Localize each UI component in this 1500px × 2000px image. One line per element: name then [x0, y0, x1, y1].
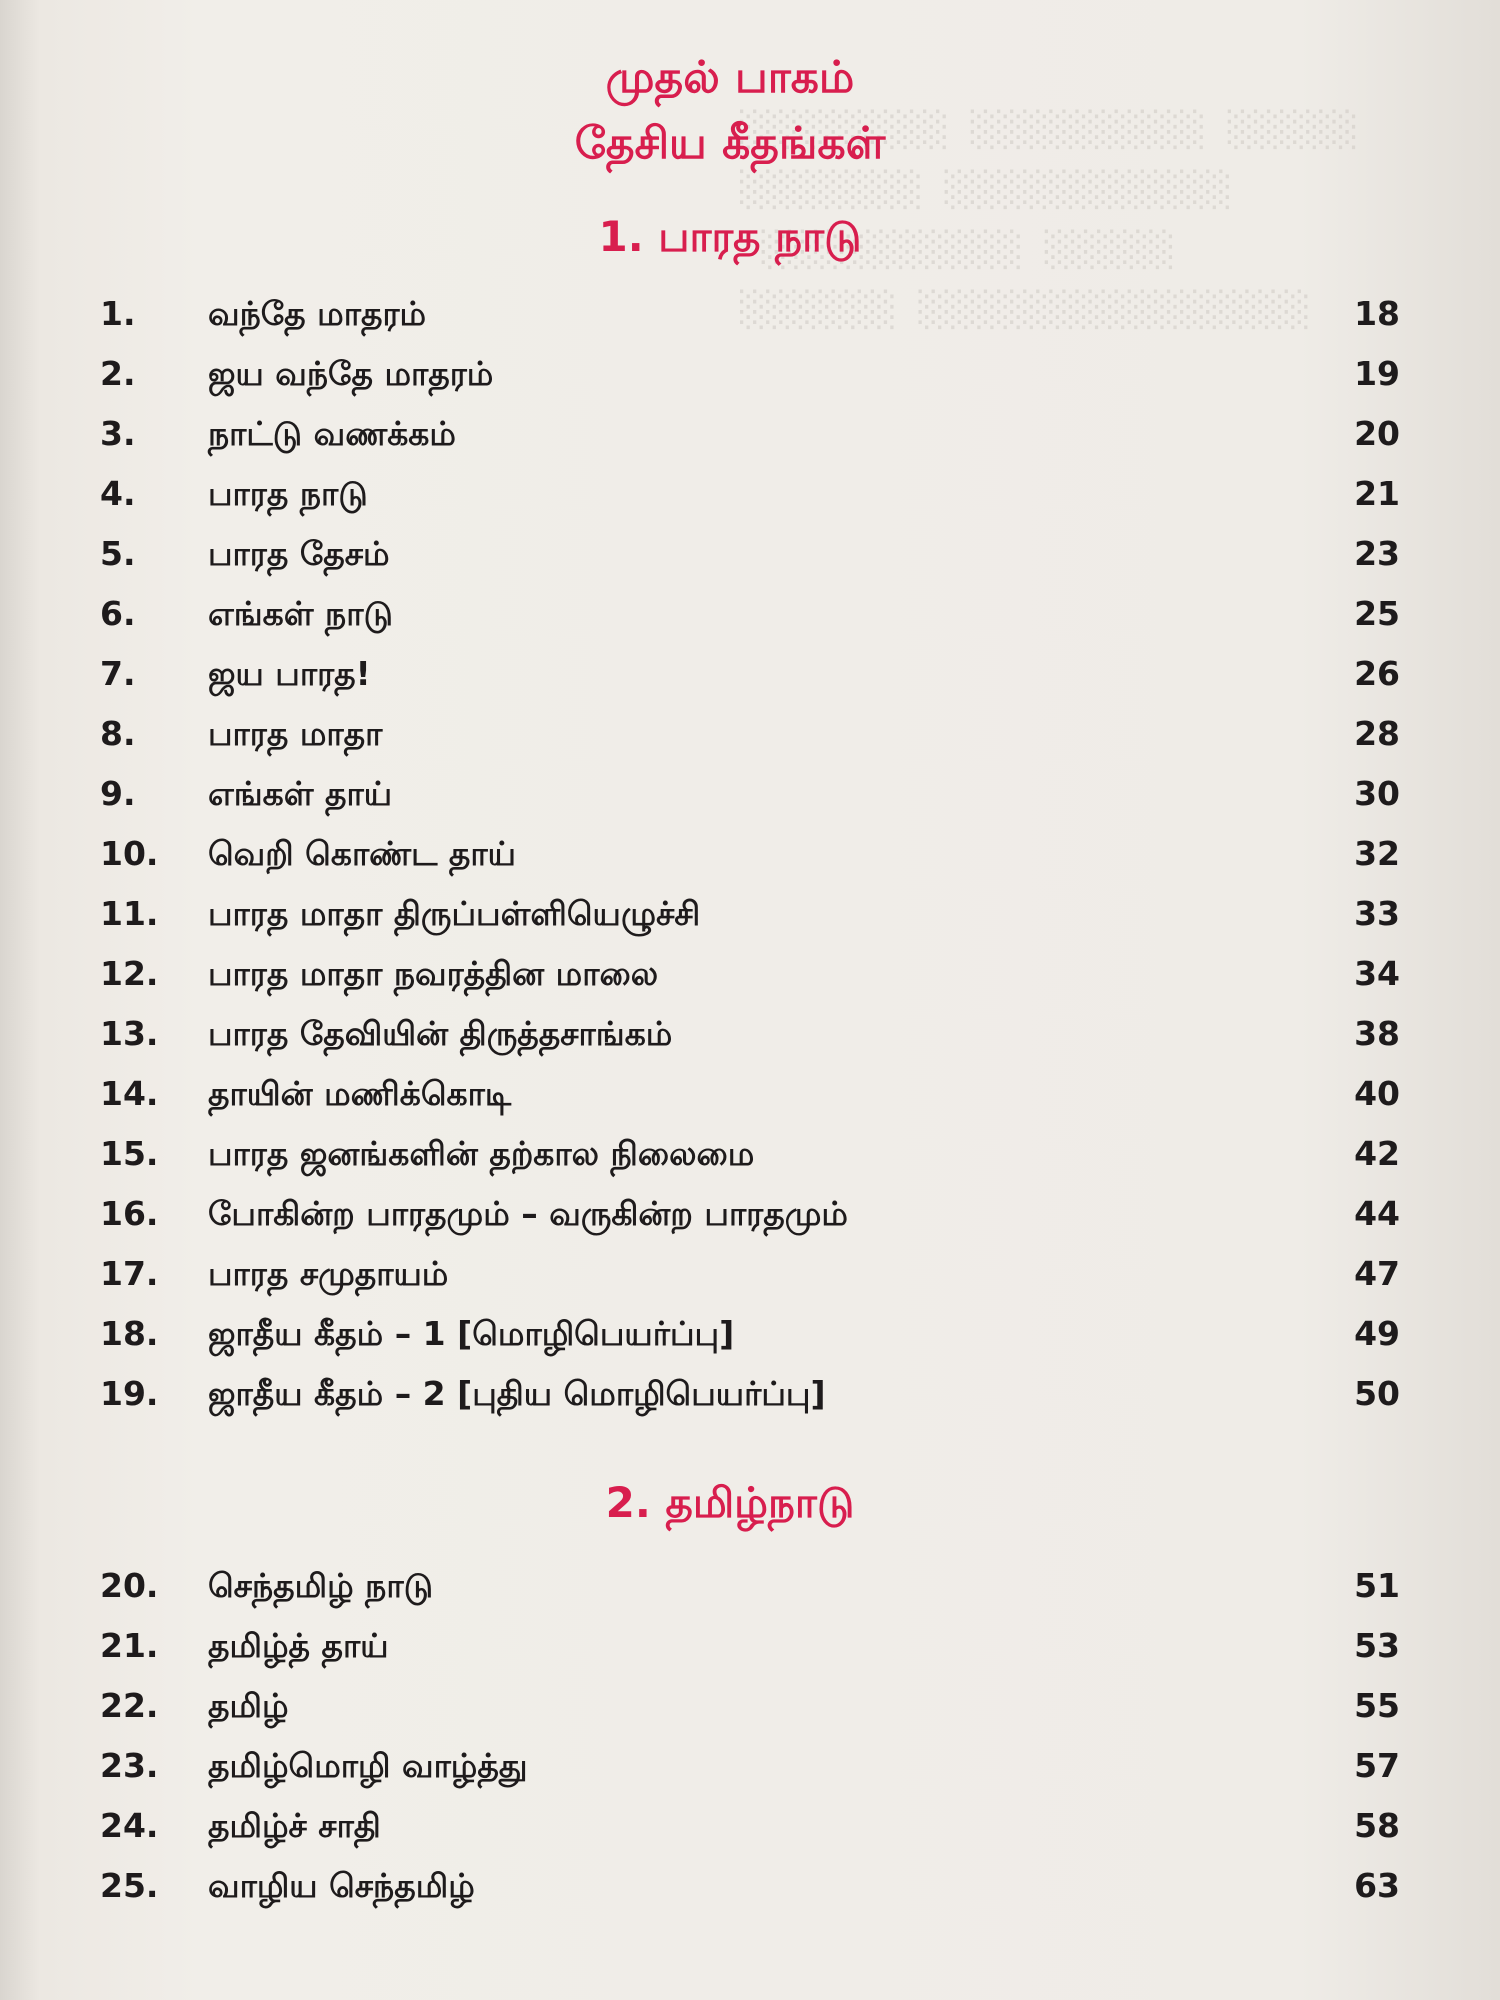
entry-page: 50: [1354, 1374, 1400, 1413]
toc-entry: [100, 886, 1400, 942]
entry-number: 9.: [100, 774, 136, 813]
entry-page: 19: [1354, 354, 1400, 393]
show-through-text: ░░░░░░░░ ░░░░░░░░░ ░░░░░ ░░░░░░░ ░░░░░░░░░░░ ░░░░░░░░░░ ░░░░░ ░░░░░░ ░░░░░░░░░░░░░░░: [740, 110, 1359, 330]
part-title: முதல் பாகம்: [605, 52, 855, 103]
toc-entry: [100, 1186, 1400, 1242]
entry-page: 47: [1354, 1254, 1400, 1293]
part-subtitle: தேசிய கீதங்கள்: [574, 118, 886, 169]
toc-entry: [100, 1006, 1400, 1062]
toc-entry: [100, 1558, 1400, 1614]
entry-number: 8.: [100, 714, 136, 753]
entry-number: 6.: [100, 594, 136, 633]
entry-number: 17.: [100, 1254, 159, 1293]
entry-title: பாரத தேவியின் திருத்தசாங்கம்: [208, 1014, 673, 1053]
toc-entry: [100, 1126, 1400, 1182]
entry-title: பாரத தேசம்: [208, 534, 390, 573]
entry-page: 18: [1354, 294, 1400, 333]
entry-number: 23.: [100, 1746, 159, 1785]
entry-page: 21: [1354, 474, 1400, 513]
entry-page: 33: [1354, 894, 1400, 933]
entry-number: 16.: [100, 1194, 159, 1233]
entry-title: ஜாதீய கீதம் – 2 [புதிய மொழிபெயர்ப்பு]: [208, 1374, 826, 1413]
entry-number: 22.: [100, 1686, 159, 1725]
toc-entry: [100, 586, 1400, 642]
entry-title: ஜய பாரத!: [208, 654, 371, 693]
toc-entry: [100, 706, 1400, 762]
entry-number: 18.: [100, 1314, 159, 1353]
entry-page: 25: [1354, 594, 1400, 633]
toc-entry: [100, 1246, 1400, 1302]
entry-page: 49: [1354, 1314, 1400, 1353]
entry-page: 32: [1354, 834, 1400, 873]
entry-number: 2.: [100, 354, 136, 393]
entry-page: 44: [1354, 1194, 1400, 1233]
toc-entry: [100, 1858, 1400, 1914]
entry-title: தமிழ்ச் சாதி: [208, 1806, 381, 1845]
entry-title: வந்தே மாதரம்: [208, 294, 427, 333]
toc-entry: [100, 1738, 1400, 1794]
entry-number: 13.: [100, 1014, 159, 1053]
entry-page: 20: [1354, 414, 1400, 453]
toc-entry: [100, 1066, 1400, 1122]
entry-number: 10.: [100, 834, 159, 873]
toc-entry: [100, 1618, 1400, 1674]
entry-page: 26: [1354, 654, 1400, 693]
entry-title: வெறி கொண்ட தாய்: [208, 834, 516, 873]
toc-entry: [100, 346, 1400, 402]
entry-number: 24.: [100, 1806, 159, 1845]
entry-page: 55: [1354, 1686, 1400, 1725]
entry-title: செந்தமிழ் நாடு: [208, 1566, 434, 1605]
entry-page: 63: [1354, 1866, 1400, 1905]
entry-title: எங்கள் நாடு: [208, 594, 393, 633]
entry-title: பாரத மாதா நவரத்தின மாலை: [208, 954, 659, 993]
entry-number: 4.: [100, 474, 136, 513]
entry-title: போகின்ற பாரதமும் – வருகின்ற பாரதமும்: [208, 1194, 848, 1233]
entry-page: 42: [1354, 1134, 1400, 1173]
toc-entry: [100, 1306, 1400, 1362]
entry-title: பாரத மாதா திருப்பள்ளியெழுச்சி: [208, 894, 701, 933]
entry-number: 1.: [100, 294, 136, 333]
toc-entry: [100, 286, 1400, 342]
toc-entry: [100, 646, 1400, 702]
entry-title: ஜய வந்தே மாதரம்: [208, 354, 494, 393]
entry-title: தமிழ்மொழி வாழ்த்து: [208, 1746, 528, 1785]
entry-title: ஜாதீய கீதம் – 1 [மொழிபெயர்ப்பு]: [208, 1314, 735, 1353]
entry-title: பாரத ஜனங்களின் தற்கால நிலைமை: [208, 1134, 755, 1173]
toc-entry: [100, 1798, 1400, 1854]
entry-title: பாரத மாதா: [208, 714, 383, 753]
entry-title: பாரத சமுதாயம்: [208, 1254, 449, 1293]
entry-number: 7.: [100, 654, 136, 693]
entry-title: எங்கள் தாய்: [208, 774, 393, 813]
entry-page: 34: [1354, 954, 1400, 993]
entry-page: 58: [1354, 1806, 1400, 1845]
entry-number: 3.: [100, 414, 136, 453]
entry-page: 51: [1354, 1566, 1400, 1605]
entry-number: 14.: [100, 1074, 159, 1113]
toc-entry: [100, 946, 1400, 1002]
entry-page: 57: [1354, 1746, 1400, 1785]
entry-number: 11.: [100, 894, 159, 933]
entry-number: 19.: [100, 1374, 159, 1413]
entry-title: தாயின் மணிக்கொடி: [208, 1074, 512, 1113]
section-title: 2. தமிழ்நாடு: [605, 1478, 855, 1527]
entry-page: 38: [1354, 1014, 1400, 1053]
toc-entry: [100, 406, 1400, 462]
toc-entry: [100, 826, 1400, 882]
entry-title: தமிழ்: [208, 1686, 289, 1725]
entry-page: 28: [1354, 714, 1400, 753]
toc-entry: [100, 766, 1400, 822]
entry-title: வாழிய செந்தமிழ்: [208, 1866, 475, 1905]
toc-entry: [100, 1678, 1400, 1734]
entry-number: 12.: [100, 954, 159, 993]
toc-entry: [100, 1366, 1400, 1422]
entry-title: தமிழ்த் தாய்: [208, 1626, 389, 1665]
toc-entry: [100, 466, 1400, 522]
entry-page: 23: [1354, 534, 1400, 573]
entry-title: நாட்டு வணக்கம்: [208, 414, 456, 453]
entry-page: 53: [1354, 1626, 1400, 1665]
entry-number: 15.: [100, 1134, 159, 1173]
entry-number: 5.: [100, 534, 136, 573]
entry-number: 25.: [100, 1866, 159, 1905]
entry-number: 20.: [100, 1566, 159, 1605]
entry-page: 30: [1354, 774, 1400, 813]
toc-entry: [100, 526, 1400, 582]
entry-title: பாரத நாடு: [208, 474, 368, 513]
entry-page: 40: [1354, 1074, 1400, 1113]
section-title: 1. பாரத நாடு: [598, 212, 862, 261]
entry-number: 21.: [100, 1626, 159, 1665]
